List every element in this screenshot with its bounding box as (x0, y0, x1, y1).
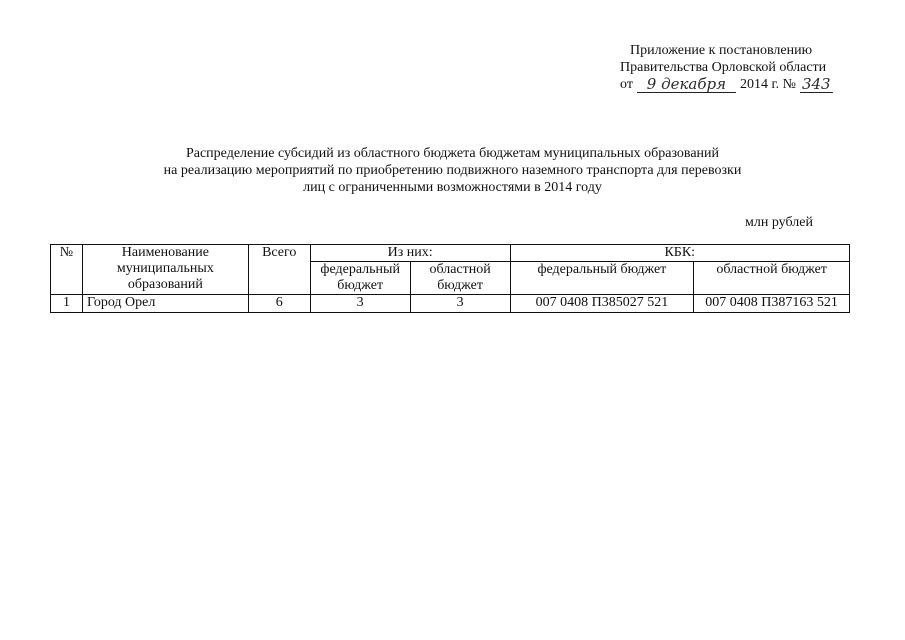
approval-header (620, 42, 870, 93)
col-header-kbk: КБК: (510, 245, 849, 262)
document-title (100, 145, 805, 196)
title-line-2: на реализацию мероприятий по приобретению подвижного наземного транспорта для перевозки (163, 163, 742, 178)
col-header-kbk-fed: федеральный бюджет (510, 262, 694, 295)
handwritten-date: 9 декабря (637, 76, 736, 93)
col-header-reg-budget: областной бюджет (410, 262, 510, 295)
title-line-3: лиц с ограниченными возможностями в 2014 году (303, 180, 602, 195)
handwritten-number: 343 (801, 75, 831, 93)
header-from-label: от (620, 77, 633, 92)
cell-kbk-fed: 007 0408 П385027 521 (510, 295, 694, 313)
header-line-1: Приложение к постановлению (630, 43, 813, 58)
units-label: млн рублей (745, 215, 813, 230)
cell-num: 1 (51, 295, 83, 313)
header-year-label: 2014 г. № (739, 77, 796, 92)
col-header-kbk-reg: областной бюджет (694, 262, 850, 295)
header-line-2: Правительства Орловской области (620, 60, 827, 75)
title-line-1: Распределение субсидий из областного бюджета бюджетам муниципальных образований (185, 146, 720, 161)
col-header-num: № (51, 245, 83, 295)
header-line-3 (620, 76, 870, 93)
col-header-fed-budget: федеральный бюджет (310, 262, 410, 295)
cell-fed: 3 (310, 295, 410, 313)
cell-reg: 3 (410, 295, 510, 313)
col-header-total: Всего (248, 245, 310, 295)
col-header-name: Наименование муниципальных образований (82, 245, 248, 295)
col-header-of-them: Из них: (310, 245, 510, 262)
table-row (51, 295, 850, 313)
cell-name: Город Орел (82, 295, 248, 313)
subsidy-table (50, 244, 850, 313)
cell-kbk-reg: 007 0408 П387163 521 (694, 295, 850, 313)
cell-total: 6 (248, 295, 310, 313)
